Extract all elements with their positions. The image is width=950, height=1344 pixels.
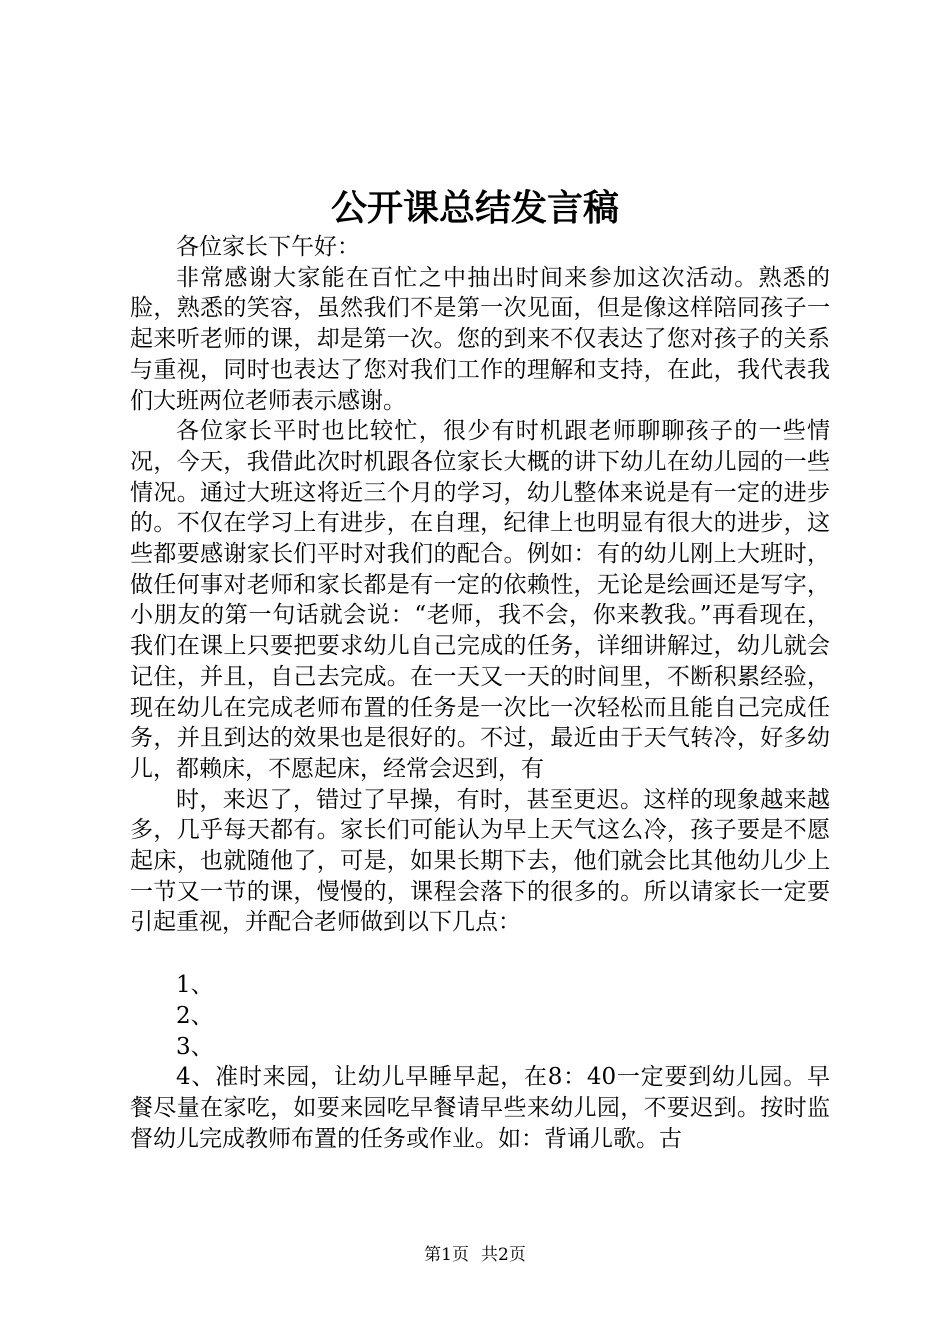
paragraph-thanks: 非常感谢大家能在百忙之中抽出时间来参加这次活动。熟悉的脸，熟悉的笑容，虽然我们不是第一次见面，但是像这样陪同孩子一起来听老师的课，却是第一次。您的到来不仅表达了您对孩子的关系与重视，同时也表达了您对我们工作的理解和支持，在此，我代表我们大班两位老师表示感谢。	[130, 264, 830, 414]
list-item-1: 1、	[176, 972, 214, 999]
paragraph-progress: 各位家长平时也比较忙，很少有时机跟老师聊聊孩子的一些情况，今天，我借此次时机跟各位家长大概的讲下幼儿在幼儿园的一些情况。通过大班这将近三个月的学习，幼儿整体来说是有一定的进步的。不仅在学习上有进步，在自理，纪律上也明显有很大的进步，这些都要感谢家长们平时对我们的配合。例如：有的幼儿刚上大班时，做任何事对老师和家长都是有一定的依赖性，无论是绘画还是写字，小朋友的第一句话就会说：“老师，我不会，你来教我。”再看现在，我们在课上只要把要求幼儿自己完成的任务，详细讲解过，幼儿就会记住，并且，自己去完成。在一天又一天的时间里，不断积累经验，现在幼儿在完成老师布置的任务是一次比一次轻松而且能自己完成任务，并且到达的效果也是很好的。不过，最近由于天气转冷，好多幼儿，都赖床，不愿起床，经常会迟到，有	[130, 418, 830, 782]
greeting-paragraph: 各位家长下午好：	[176, 234, 360, 260]
document-body	[130, 232, 830, 1154]
page-total: 共2页	[481, 1245, 526, 1265]
page-number: 第1页	[424, 1245, 469, 1265]
page-footer	[0, 1244, 950, 1266]
list-item-4: 4、准时来园，让幼儿早睡早起，在8：40一定要到幼儿园。早餐尽量在家吃，如要来园吃早餐请早些来幼儿园，不要迟到。按时监督幼儿完成教师布置的任务或作业。如：背诵儿歌。古	[130, 1064, 830, 1152]
spacer	[130, 938, 830, 970]
list-item-3: 3、	[176, 1033, 214, 1060]
paragraph-lateness: 时，来迟了，错过了早操，有时，甚至更迟。这样的现象越来越多，几乎每天都有。家长们可能认为早上天气这么冷，孩子要是不愿起床，也就随他了，可是，如果长期下去，他们就会比其他幼儿少上一节又一节的课，慢慢的，课程会落下的很多的。所以请家长一定要引起重视，并配合老师做到以下几点：	[130, 786, 830, 936]
list-item-2: 2、	[176, 1002, 214, 1029]
document-title: 公开课总结发言稿	[330, 187, 619, 229]
